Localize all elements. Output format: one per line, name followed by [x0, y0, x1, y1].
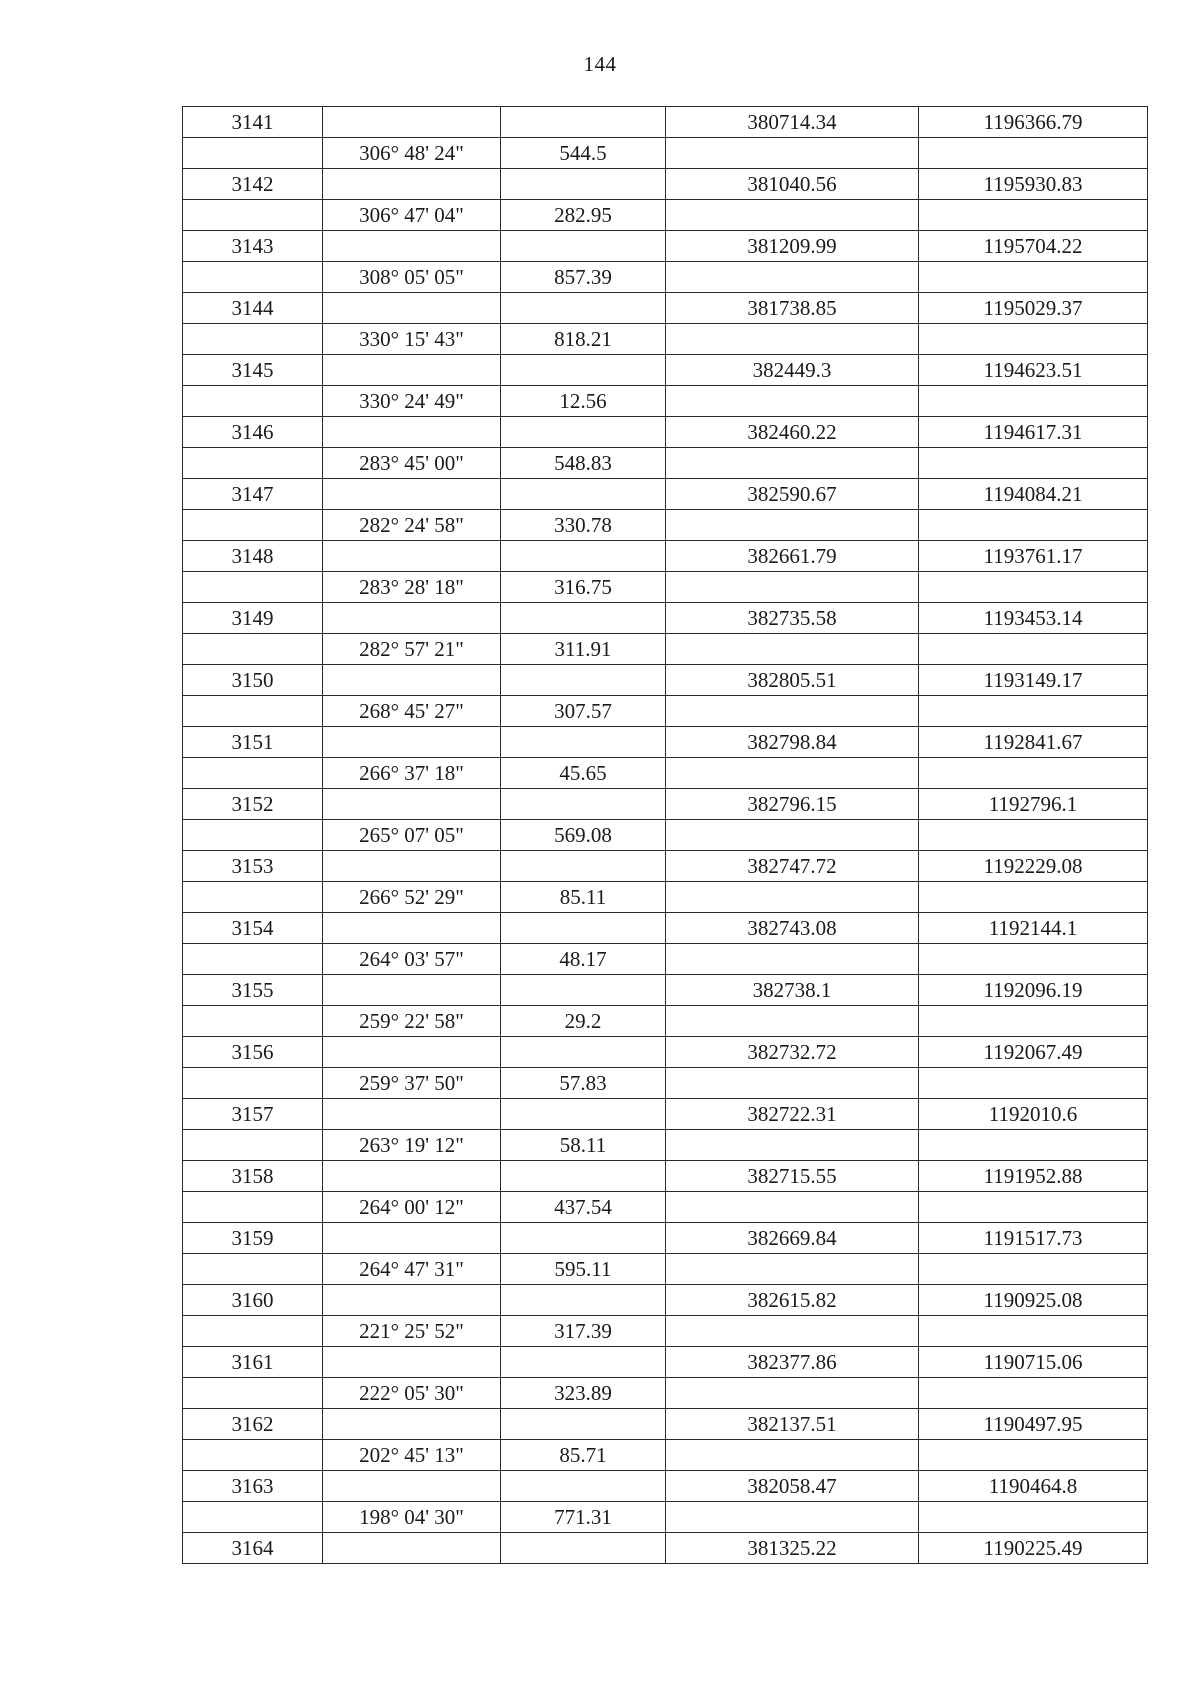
northing-cell: 382715.55 [666, 1161, 919, 1192]
station-row [183, 1409, 1148, 1440]
station-cell [183, 634, 323, 665]
station-cell: 3150 [183, 665, 323, 696]
easting-cell [919, 386, 1148, 417]
northing-cell [666, 1068, 919, 1099]
distance-cell [501, 1037, 666, 1068]
station-row [183, 293, 1148, 324]
distance-cell: 311.91 [501, 634, 666, 665]
station-row [183, 851, 1148, 882]
northing-cell: 382735.58 [666, 603, 919, 634]
station-cell: 3151 [183, 727, 323, 758]
station-row [183, 975, 1148, 1006]
bearing-cell [323, 913, 501, 944]
station-row [183, 417, 1148, 448]
northing-cell [666, 696, 919, 727]
station-row [183, 1099, 1148, 1130]
station-row [183, 1471, 1148, 1502]
easting-cell [919, 1502, 1148, 1533]
northing-cell [666, 1192, 919, 1223]
northing-cell: 382732.72 [666, 1037, 919, 1068]
bearing-cell: 283° 28' 18" [323, 572, 501, 603]
segment-row [183, 1378, 1148, 1409]
northing-cell [666, 1378, 919, 1409]
easting-cell: 1193149.17 [919, 665, 1148, 696]
station-cell [183, 448, 323, 479]
easting-cell [919, 1130, 1148, 1161]
segment-row [183, 634, 1148, 665]
segment-row [183, 1254, 1148, 1285]
easting-cell: 1190497.95 [919, 1409, 1148, 1440]
distance-cell: 323.89 [501, 1378, 666, 1409]
bearing-cell: 198° 04' 30" [323, 1502, 501, 1533]
bearing-cell: 265° 07' 05" [323, 820, 501, 851]
distance-cell: 437.54 [501, 1192, 666, 1223]
northing-cell [666, 1440, 919, 1471]
station-row [183, 1347, 1148, 1378]
bearing-cell: 222° 05' 30" [323, 1378, 501, 1409]
northing-cell [666, 1254, 919, 1285]
distance-cell [501, 789, 666, 820]
easting-cell [919, 200, 1148, 231]
easting-cell: 1194623.51 [919, 355, 1148, 386]
distance-cell [501, 231, 666, 262]
northing-cell: 382058.47 [666, 1471, 919, 1502]
station-cell [183, 572, 323, 603]
northing-cell [666, 324, 919, 355]
northing-cell: 382796.15 [666, 789, 919, 820]
northing-cell: 381325.22 [666, 1533, 919, 1564]
bearing-cell: 259° 37' 50" [323, 1068, 501, 1099]
northing-cell: 382460.22 [666, 417, 919, 448]
station-cell: 3154 [183, 913, 323, 944]
easting-cell: 1194084.21 [919, 479, 1148, 510]
station-cell: 3148 [183, 541, 323, 572]
station-cell: 3160 [183, 1285, 323, 1316]
page-number: 144 [583, 52, 617, 76]
station-cell [183, 1068, 323, 1099]
distance-cell: 857.39 [501, 262, 666, 293]
station-cell: 3141 [183, 107, 323, 138]
northing-cell [666, 882, 919, 913]
easting-cell: 1191517.73 [919, 1223, 1148, 1254]
segment-row [183, 510, 1148, 541]
station-cell [183, 200, 323, 231]
easting-cell: 1192229.08 [919, 851, 1148, 882]
bearing-cell [323, 975, 501, 1006]
bearing-cell: 330° 15' 43" [323, 324, 501, 355]
station-row [183, 107, 1148, 138]
easting-cell: 1192144.1 [919, 913, 1148, 944]
distance-cell: 548.83 [501, 448, 666, 479]
bearing-cell: 264° 00' 12" [323, 1192, 501, 1223]
northing-cell: 380714.34 [666, 107, 919, 138]
bearing-cell [323, 1099, 501, 1130]
easting-cell: 1191952.88 [919, 1161, 1148, 1192]
bearing-cell [323, 417, 501, 448]
easting-cell [919, 572, 1148, 603]
easting-cell [919, 1006, 1148, 1037]
station-cell: 3143 [183, 231, 323, 262]
bearing-cell: 221° 25' 52" [323, 1316, 501, 1347]
easting-cell [919, 1254, 1148, 1285]
easting-cell [919, 510, 1148, 541]
bearing-cell: 282° 24' 58" [323, 510, 501, 541]
station-cell [183, 758, 323, 789]
easting-cell [919, 1440, 1148, 1471]
easting-cell: 1190715.06 [919, 1347, 1148, 1378]
distance-cell: 57.83 [501, 1068, 666, 1099]
distance-cell: 317.39 [501, 1316, 666, 1347]
easting-cell [919, 1068, 1148, 1099]
distance-cell: 29.2 [501, 1006, 666, 1037]
bearing-cell [323, 1471, 501, 1502]
station-row [183, 913, 1148, 944]
easting-cell [919, 882, 1148, 913]
easting-cell [919, 262, 1148, 293]
northing-cell: 382798.84 [666, 727, 919, 758]
distance-cell [501, 293, 666, 324]
distance-cell [501, 913, 666, 944]
bearing-cell [323, 293, 501, 324]
bearing-cell: 263° 19' 12" [323, 1130, 501, 1161]
northing-cell: 382449.3 [666, 355, 919, 386]
distance-cell [501, 355, 666, 386]
distance-cell: 85.71 [501, 1440, 666, 1471]
station-cell [183, 882, 323, 913]
station-row [183, 541, 1148, 572]
bearing-cell [323, 1533, 501, 1564]
station-cell: 3146 [183, 417, 323, 448]
station-cell [183, 1316, 323, 1347]
distance-cell [501, 417, 666, 448]
station-cell [183, 1006, 323, 1037]
easting-cell [919, 1192, 1148, 1223]
northing-cell: 382743.08 [666, 913, 919, 944]
northing-cell [666, 572, 919, 603]
northing-cell [666, 448, 919, 479]
easting-cell [919, 324, 1148, 355]
segment-row [183, 1006, 1148, 1037]
station-cell: 3156 [183, 1037, 323, 1068]
bearing-cell: 283° 45' 00" [323, 448, 501, 479]
distance-cell [501, 541, 666, 572]
bearing-cell [323, 1037, 501, 1068]
station-row [183, 789, 1148, 820]
station-cell: 3153 [183, 851, 323, 882]
easting-cell: 1192067.49 [919, 1037, 1148, 1068]
northing-cell [666, 758, 919, 789]
bearing-cell: 264° 47' 31" [323, 1254, 501, 1285]
station-cell: 3142 [183, 169, 323, 200]
bearing-cell [323, 479, 501, 510]
northing-cell: 381209.99 [666, 231, 919, 262]
station-row [183, 479, 1148, 510]
distance-cell: 544.5 [501, 138, 666, 169]
station-row [183, 1223, 1148, 1254]
station-cell: 3147 [183, 479, 323, 510]
northing-cell [666, 262, 919, 293]
northing-cell [666, 386, 919, 417]
northing-cell: 382669.84 [666, 1223, 919, 1254]
distance-cell [501, 665, 666, 696]
segment-row [183, 1068, 1148, 1099]
survey-coordinates-table [182, 106, 1148, 1564]
distance-cell [501, 1099, 666, 1130]
distance-cell [501, 1161, 666, 1192]
bearing-cell [323, 1409, 501, 1440]
station-cell [183, 262, 323, 293]
station-cell [183, 324, 323, 355]
northing-cell: 382615.82 [666, 1285, 919, 1316]
bearing-cell: 282° 57' 21" [323, 634, 501, 665]
station-cell [183, 944, 323, 975]
distance-cell [501, 1533, 666, 1564]
easting-cell: 1192096.19 [919, 975, 1148, 1006]
bearing-cell: 266° 37' 18" [323, 758, 501, 789]
northing-cell [666, 1130, 919, 1161]
table-body [183, 107, 1148, 1564]
segment-row [183, 696, 1148, 727]
bearing-cell [323, 727, 501, 758]
segment-row [183, 882, 1148, 913]
distance-cell: 307.57 [501, 696, 666, 727]
station-row [183, 1161, 1148, 1192]
northing-cell: 382805.51 [666, 665, 919, 696]
segment-row [183, 1316, 1148, 1347]
northing-cell [666, 200, 919, 231]
distance-cell [501, 603, 666, 634]
station-row [183, 355, 1148, 386]
bearing-cell [323, 541, 501, 572]
easting-cell [919, 138, 1148, 169]
segment-row [183, 1440, 1148, 1471]
distance-cell: 316.75 [501, 572, 666, 603]
easting-cell: 1193453.14 [919, 603, 1148, 634]
distance-cell [501, 1223, 666, 1254]
station-cell [183, 1192, 323, 1223]
bearing-cell: 306° 48' 24" [323, 138, 501, 169]
station-row [183, 169, 1148, 200]
northing-cell: 382661.79 [666, 541, 919, 572]
northing-cell [666, 1316, 919, 1347]
distance-cell: 330.78 [501, 510, 666, 541]
segment-row [183, 572, 1148, 603]
distance-cell [501, 107, 666, 138]
easting-cell [919, 448, 1148, 479]
easting-cell: 1193761.17 [919, 541, 1148, 572]
bearing-cell [323, 231, 501, 262]
northing-cell: 382722.31 [666, 1099, 919, 1130]
distance-cell: 569.08 [501, 820, 666, 851]
bearing-cell: 266° 52' 29" [323, 882, 501, 913]
bearing-cell [323, 107, 501, 138]
distance-cell: 818.21 [501, 324, 666, 355]
station-cell [183, 1254, 323, 1285]
easting-cell: 1190925.08 [919, 1285, 1148, 1316]
segment-row [183, 1192, 1148, 1223]
station-cell: 3144 [183, 293, 323, 324]
station-cell: 3162 [183, 1409, 323, 1440]
northing-cell: 381040.56 [666, 169, 919, 200]
northing-cell [666, 944, 919, 975]
distance-cell [501, 1347, 666, 1378]
distance-cell: 595.11 [501, 1254, 666, 1285]
distance-cell [501, 975, 666, 1006]
segment-row [183, 200, 1148, 231]
easting-cell: 1195704.22 [919, 231, 1148, 262]
station-cell: 3149 [183, 603, 323, 634]
station-cell: 3158 [183, 1161, 323, 1192]
easting-cell [919, 820, 1148, 851]
station-row [183, 1037, 1148, 1068]
easting-cell: 1192796.1 [919, 789, 1148, 820]
distance-cell: 58.11 [501, 1130, 666, 1161]
station-cell: 3152 [183, 789, 323, 820]
easting-cell: 1196366.79 [919, 107, 1148, 138]
segment-row [183, 448, 1148, 479]
easting-cell: 1190225.49 [919, 1533, 1148, 1564]
station-cell: 3159 [183, 1223, 323, 1254]
easting-cell: 1194617.31 [919, 417, 1148, 448]
station-cell [183, 138, 323, 169]
segment-row [183, 386, 1148, 417]
bearing-cell: 308° 05' 05" [323, 262, 501, 293]
station-cell [183, 1502, 323, 1533]
station-row [183, 727, 1148, 758]
easting-cell [919, 1378, 1148, 1409]
segment-row [183, 262, 1148, 293]
easting-cell [919, 696, 1148, 727]
distance-cell [501, 1409, 666, 1440]
bearing-cell [323, 1347, 501, 1378]
segment-row [183, 758, 1148, 789]
bearing-cell [323, 1285, 501, 1316]
station-row [183, 1533, 1148, 1564]
northing-cell [666, 138, 919, 169]
segment-row [183, 944, 1148, 975]
bearing-cell [323, 665, 501, 696]
easting-cell [919, 634, 1148, 665]
easting-cell [919, 758, 1148, 789]
station-cell: 3157 [183, 1099, 323, 1130]
station-cell: 3164 [183, 1533, 323, 1564]
distance-cell [501, 1285, 666, 1316]
bearing-cell [323, 603, 501, 634]
easting-cell [919, 1316, 1148, 1347]
station-row [183, 1285, 1148, 1316]
segment-row [183, 138, 1148, 169]
segment-row [183, 1502, 1148, 1533]
northing-cell: 382738.1 [666, 975, 919, 1006]
bearing-cell [323, 355, 501, 386]
distance-cell [501, 851, 666, 882]
station-cell: 3161 [183, 1347, 323, 1378]
station-cell: 3145 [183, 355, 323, 386]
easting-cell: 1195930.83 [919, 169, 1148, 200]
distance-cell: 282.95 [501, 200, 666, 231]
distance-cell: 85.11 [501, 882, 666, 913]
station-row [183, 603, 1148, 634]
northing-cell: 381738.85 [666, 293, 919, 324]
distance-cell [501, 169, 666, 200]
bearing-cell [323, 1161, 501, 1192]
northing-cell [666, 634, 919, 665]
bearing-cell: 259° 22' 58" [323, 1006, 501, 1037]
easting-cell: 1192841.67 [919, 727, 1148, 758]
station-cell [183, 510, 323, 541]
bearing-cell [323, 169, 501, 200]
bearing-cell: 330° 24' 49" [323, 386, 501, 417]
station-row [183, 231, 1148, 262]
distance-cell [501, 727, 666, 758]
easting-cell: 1192010.6 [919, 1099, 1148, 1130]
station-cell [183, 1440, 323, 1471]
segment-row [183, 820, 1148, 851]
northing-cell [666, 1006, 919, 1037]
distance-cell [501, 479, 666, 510]
station-cell [183, 1378, 323, 1409]
station-cell [183, 1130, 323, 1161]
bearing-cell: 264° 03' 57" [323, 944, 501, 975]
station-cell [183, 820, 323, 851]
northing-cell [666, 1502, 919, 1533]
easting-cell: 1190464.8 [919, 1471, 1148, 1502]
northing-cell: 382377.86 [666, 1347, 919, 1378]
distance-cell [501, 1471, 666, 1502]
station-cell: 3163 [183, 1471, 323, 1502]
bearing-cell: 202° 45' 13" [323, 1440, 501, 1471]
station-cell [183, 386, 323, 417]
bearing-cell [323, 851, 501, 882]
easting-cell [919, 944, 1148, 975]
segment-row [183, 1130, 1148, 1161]
distance-cell: 45.65 [501, 758, 666, 789]
distance-cell: 12.56 [501, 386, 666, 417]
northing-cell: 382590.67 [666, 479, 919, 510]
easting-cell: 1195029.37 [919, 293, 1148, 324]
bearing-cell [323, 789, 501, 820]
northing-cell: 382747.72 [666, 851, 919, 882]
northing-cell [666, 820, 919, 851]
bearing-cell [323, 1223, 501, 1254]
station-cell: 3155 [183, 975, 323, 1006]
station-cell [183, 696, 323, 727]
bearing-cell: 306° 47' 04" [323, 200, 501, 231]
segment-row [183, 324, 1148, 355]
distance-cell: 771.31 [501, 1502, 666, 1533]
distance-cell: 48.17 [501, 944, 666, 975]
bearing-cell: 268° 45' 27" [323, 696, 501, 727]
station-row [183, 665, 1148, 696]
northing-cell: 382137.51 [666, 1409, 919, 1440]
northing-cell [666, 510, 919, 541]
